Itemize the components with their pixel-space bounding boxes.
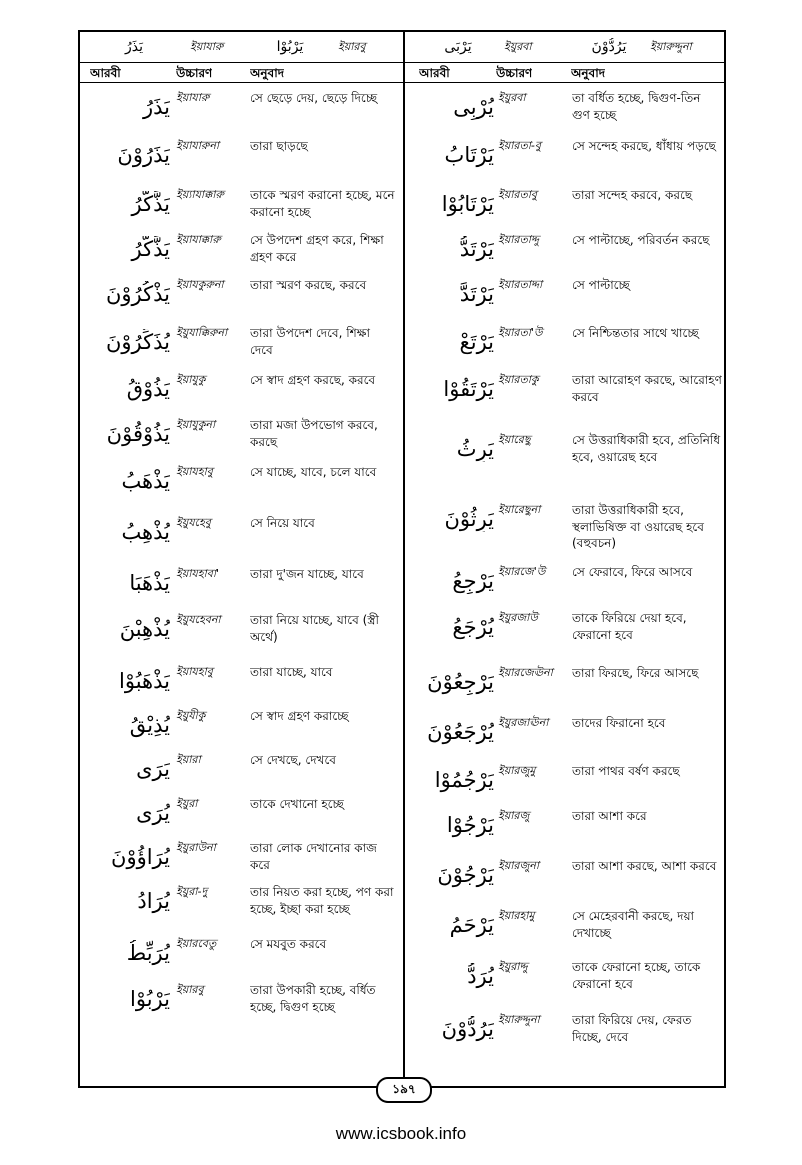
entry-pronunciation: ইয়ুরাদ্দু xyxy=(498,960,528,973)
entry-arabic: يَذْهَبُ xyxy=(121,469,170,493)
entry-arabic: يَذَّكَّرُ xyxy=(131,237,170,261)
header-arabic-start-right: يَرْبَى xyxy=(444,39,472,55)
entry-meaning: সে পাল্টাচ্ছে, পরিবর্তন করছে xyxy=(572,233,710,247)
entry-meaning: সে মযবুত করবে xyxy=(250,937,327,951)
entry-meaning: তারা উত্তরাধিকারী হবে, স্থলাভিষিক্ত বা ওয়ারেছ হবে (বহুবচন) xyxy=(572,503,704,550)
entry-arabic: يَرْتَعْ xyxy=(459,330,494,354)
entry-pronunciation: ইয়ারতা-বু xyxy=(498,139,541,152)
entry-arabic: يَرْجِعُ xyxy=(452,569,494,593)
entry-pronunciation: ইয়াযহাবু xyxy=(176,465,213,478)
entry-meaning: তারা নিয়ে যাচ্ছে, যাবে (স্ত্রী অর্থে) xyxy=(250,613,379,644)
entry-pronunciation: ইয়ুরাউনা xyxy=(176,841,216,854)
entry-pronunciation: ইয়ারেছু xyxy=(498,433,531,446)
entry-pronunciation: ইয়ারবু xyxy=(176,983,204,996)
entry-pronunciation: ইয়াযারু xyxy=(176,91,210,104)
entry-meaning: তারা ফিরিয়ে দেয়, ফেরত দিচ্ছে, দেবে xyxy=(572,1013,692,1044)
entry-pronunciation: ইয়ারা xyxy=(176,753,201,766)
entry-meaning: সে সন্দেহ করছে, ধাঁধায় পড়ছে xyxy=(572,139,716,153)
entry-arabic: يُذِيْقُ xyxy=(129,713,170,737)
entry-arabic: يَذْكُرُوْنَ xyxy=(105,282,170,306)
entry-pronunciation: ইয়ারেছুনা xyxy=(498,503,541,516)
col-header-meaning: অনুবাদ xyxy=(250,66,285,80)
entry-arabic: يُرَى xyxy=(136,801,170,825)
entry-arabic: يَرْتَابُوْا xyxy=(441,192,494,216)
entry-arabic: يَرِثُ xyxy=(456,437,494,461)
entry-pronunciation: ইয়ারতাদ্দা xyxy=(498,278,543,291)
entry-meaning: সে যাচ্ছে, যাবে, চলে যাবে xyxy=(250,465,377,479)
entry-meaning: তারা যাচ্ছে, যাবে xyxy=(250,665,333,679)
entry-arabic: يُرْبِى xyxy=(453,95,494,119)
entry-meaning: তারা ছাড়ছে xyxy=(250,139,308,153)
col-header-pron: উচ্চারণ xyxy=(496,66,533,80)
entry-arabic: يُذَكِّرُوْنَ xyxy=(105,330,170,354)
entry-meaning: তারা আশা করছে, আশা করবে xyxy=(572,859,717,873)
header-pron-start: ইয়াযারু xyxy=(190,40,224,53)
header-arabic-end-left: يَرْبُوْا xyxy=(276,39,304,55)
entry-arabic: يَرْبُوْا xyxy=(130,987,170,1011)
entry-arabic: يَرْتَقُوْا xyxy=(443,377,494,401)
col-header-arabic: আরবী xyxy=(419,66,450,80)
entry-pronunciation: ইয়ারবেতু xyxy=(176,937,217,950)
entry-pronunciation: ইয়ারজেঊনা xyxy=(498,666,553,679)
entry-meaning: সে নিশ্চিন্ততার সাথে খাচ্ছে xyxy=(572,326,699,340)
entry-pronunciation: ইয়াযারুনা xyxy=(176,139,220,152)
entry-meaning: সে দেখছে, দেখবে xyxy=(250,753,336,767)
entry-arabic: يَذْهَبَا xyxy=(129,571,170,595)
entry-pronunciation: ইয়ারতা'উ xyxy=(498,326,543,339)
entry-pronunciation: ইয়্যাযাক্কারু xyxy=(176,188,224,201)
entry-arabic: يَرُدُّوْنَ xyxy=(441,1017,494,1041)
entry-arabic: يُذْهِبُ xyxy=(121,520,170,544)
col-header-pron: উচ্চারণ xyxy=(176,66,213,80)
entry-pronunciation: ইয়াযুকুনা xyxy=(176,418,216,431)
entry-pronunciation: ইয়ারতাকু xyxy=(498,373,539,386)
entry-arabic: يَرْجِعُوْنَ xyxy=(427,670,494,694)
entry-meaning: তারা লোক দেখানোর কাজ করে xyxy=(250,841,377,872)
entry-pronunciation: ইয়াযহাবা' xyxy=(176,567,220,580)
entry-pronunciation: ইয়াযকুরুনা xyxy=(176,278,224,291)
entry-pronunciation: ইয়ুরা xyxy=(176,797,198,810)
entry-arabic: يَرْتَابُ xyxy=(444,143,494,167)
entry-meaning: তার নিয়ত করা হচ্ছে, পণ করা হচ্ছে, ইচ্ছা করা হচ্ছে xyxy=(250,885,394,916)
entry-meaning: সে ফেরাবে, ফিরে আসবে xyxy=(572,565,693,579)
entry-pronunciation: ইয়ারজুনা xyxy=(498,859,540,872)
entry-meaning: তারা সন্দেহ করবে, করছে xyxy=(572,188,693,202)
column-header-rule xyxy=(80,82,724,83)
col-header-arabic: আরবী xyxy=(90,66,121,80)
entry-arabic: يَرْجُوْا xyxy=(446,813,494,837)
dictionary-page xyxy=(78,30,726,1096)
entry-pronunciation: ইয়াযহাবু xyxy=(176,665,213,678)
entry-meaning: তারা পাথর বর্ষণ করছে xyxy=(572,764,680,778)
entry-pronunciation: ইয়ুযীকু xyxy=(176,709,206,722)
entry-pronunciation: ইয়ুযহেবনা xyxy=(176,613,221,626)
entry-pronunciation: ইয়ুরজাউ xyxy=(498,611,538,624)
entry-arabic: يَذَرُوْنَ xyxy=(117,143,170,167)
header-arabic-end: يَرُدُّوْنَ xyxy=(591,39,627,55)
entry-meaning: সে স্বাদ গ্রহণ করাচ্ছে xyxy=(250,709,349,723)
entry-arabic: يُرْجَعُوْنَ xyxy=(427,720,494,744)
entry-arabic: يَذُوْقُوْنَ xyxy=(106,422,170,446)
entry-meaning: সে ছেড়ে দেয়, ছেড়ে দিচ্ছে xyxy=(250,91,378,105)
entry-pronunciation: ইয়ারজুমু xyxy=(498,764,536,777)
entry-arabic: يُرَبِّطُ xyxy=(126,941,170,965)
entry-arabic: يُذْهِبْنَ xyxy=(119,617,170,641)
entry-meaning: তা বর্ধিত হচ্ছে, দ্বিগুণ-তিন গুণ হচ্ছে xyxy=(572,91,701,122)
entry-meaning: সে উত্তরাধিকারী হবে, প্রতিনিধি হবে, ওয়ারেছ হবে xyxy=(572,433,721,464)
entry-meaning: তারা দু'জন যাচ্ছে, যাবে xyxy=(250,567,364,581)
entry-arabic: يَرْتَدَّ xyxy=(459,282,494,306)
entry-arabic: يَرْتَدُّ xyxy=(459,237,494,261)
entry-meaning: তারা স্মরণ করছে, করবে xyxy=(250,278,367,292)
header-rule xyxy=(80,62,724,63)
entry-meaning: তারা আরোহণ করছে, আরোহণ করবে xyxy=(572,373,722,404)
entry-arabic: يَرْحَمُ xyxy=(449,913,494,937)
entry-pronunciation: ইয়ুযাক্কিরুনা xyxy=(176,326,228,339)
entry-pronunciation: ইয়াযাক্কারু xyxy=(176,233,221,246)
entry-pronunciation: ইয়ুযহেবু xyxy=(176,516,211,529)
entry-arabic: يُرَدُّ xyxy=(467,964,494,988)
col-header-meaning: অনুবাদ xyxy=(571,66,606,80)
entry-meaning: তারা উপদেশ দেবে, শিক্ষা দেবে xyxy=(250,326,370,357)
header-pron-end: ইয়ারুদ্দুনা xyxy=(650,40,692,53)
entry-pronunciation: ইয়ারতাদ্দু xyxy=(498,233,540,246)
entry-meaning: সে স্বাদ গ্রহণ করছে, করবে xyxy=(250,373,376,387)
site-url-footer: www.icsbook.info xyxy=(335,1124,467,1143)
entry-meaning: সে মেহেরবানী করছে, দয়া দেখাচ্ছে xyxy=(572,909,695,940)
column-divider xyxy=(403,32,405,1086)
entry-pronunciation: ইয়ুরবা xyxy=(498,91,526,104)
entry-meaning: তারা আশা করে xyxy=(572,809,647,823)
entry-arabic: يَرِثُوْنَ xyxy=(444,507,494,531)
entry-meaning: তারা ফিরছে, ফিরে আসছে xyxy=(572,666,699,680)
entry-meaning: তাকে স্মরণ করানো হচ্ছে, মনে করানো হচ্ছে xyxy=(250,188,395,219)
page-number: ১৯৭ xyxy=(376,1077,432,1103)
entry-pronunciation: ইয়ারজু xyxy=(498,809,530,822)
entry-pronunciation: ইয়ারজে'উ xyxy=(498,565,546,578)
entry-meaning: তাকে ফেরানো হচ্ছে, তাকে ফেরানো হবে xyxy=(572,960,701,991)
entry-meaning: তারা মজা উপভোগ করবে, করছে xyxy=(250,418,378,449)
header-pron-end-left: ইয়ারবু xyxy=(338,40,366,53)
entry-pronunciation: ইয়ারহামু xyxy=(498,909,535,922)
entry-meaning: তাকে দেখানো হচ্ছে xyxy=(250,797,344,811)
entry-arabic: يَرْجُوْنَ xyxy=(437,863,494,887)
entry-arabic: يَذْهَبُوْا xyxy=(119,669,170,693)
entry-arabic: يُرَاؤُوْنَ xyxy=(111,845,170,869)
entry-pronunciation: ইয়ুরা-দু xyxy=(176,885,208,898)
entry-meaning: তাদের ফিরানো হবে xyxy=(572,716,666,730)
entry-arabic: يَذُوْقُ xyxy=(126,377,170,401)
entry-pronunciation: ইয়ারতাবু xyxy=(498,188,538,201)
entry-meaning: সে পাল্টাচ্ছে xyxy=(572,278,630,292)
entry-meaning: তারা উপকারী হচ্ছে, বর্ধিত হচ্ছে, দ্বিগুণ হচ্ছে xyxy=(250,983,376,1014)
entry-arabic: يُرْجَعُ xyxy=(452,615,494,639)
entry-arabic: يَرْجُمُوْا xyxy=(434,768,494,792)
entry-meaning: তাকে ফিরিয়ে দেয়া হবে, ফেরানো হবে xyxy=(572,611,687,642)
entry-pronunciation: ইয়াযুকু xyxy=(176,373,206,386)
entry-meaning: সে উপদেশ গ্রহণ করে, শিক্ষা গ্রহণ করে xyxy=(250,233,384,264)
header-pron-start-right: ইয়ুরবা xyxy=(504,40,532,53)
entry-arabic: يَذَّكَّرُ xyxy=(131,192,170,216)
entry-arabic: يَذَرُ xyxy=(142,95,170,119)
entry-meaning: সে নিয়ে যাবে xyxy=(250,516,315,530)
entry-arabic: يُرَادُ xyxy=(137,889,170,913)
entry-pronunciation: ইয়ারুদ্দুনা xyxy=(498,1013,540,1026)
header-arabic-start: يَذَرُ xyxy=(124,39,143,55)
entry-arabic: يَرَى xyxy=(136,757,170,781)
entry-pronunciation: ইয়ুরজাঊনা xyxy=(498,716,549,729)
